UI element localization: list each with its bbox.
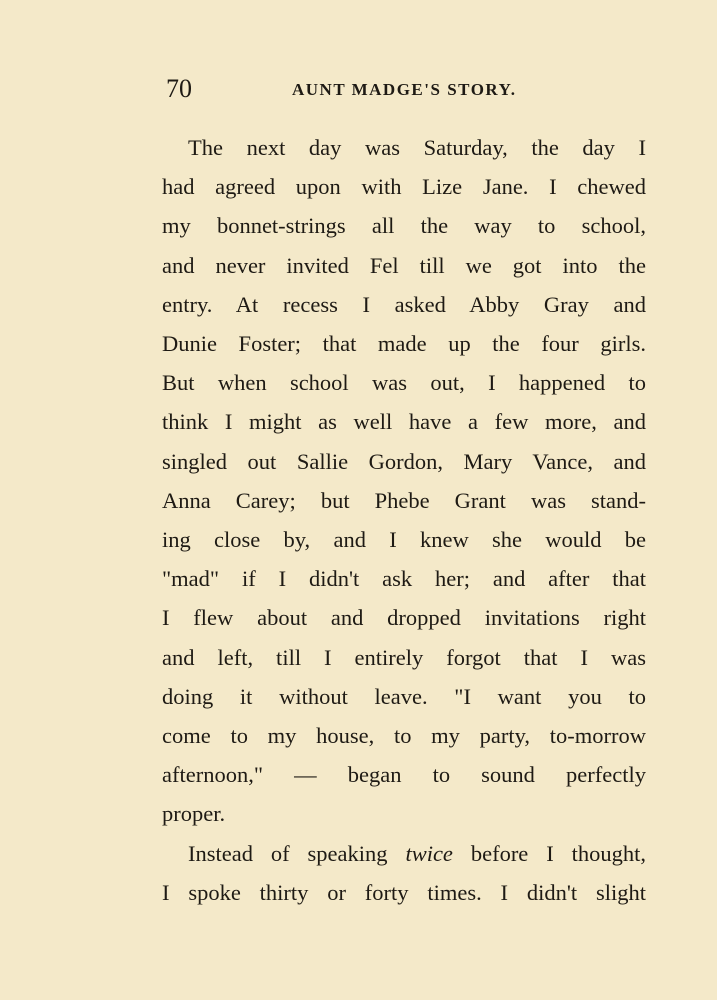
emphasis-text: twice — [405, 840, 453, 866]
paragraph-2 — [162, 834, 646, 912]
text-line: The next day was Saturday, the day I — [188, 135, 646, 160]
running-head — [162, 72, 649, 112]
text-run: Instead of speaking — [188, 840, 406, 866]
running-title: AUNT MADGE'S STORY. — [292, 80, 517, 99]
text-line: my bonnet-strings all the way to school, — [162, 213, 646, 239]
text-line: ing close by, and I knew she would be — [162, 527, 646, 553]
text-line: entry. At recess I asked Abby Gray and — [162, 291, 646, 317]
text-line: come to my house, to my party, to-morrow — [162, 723, 646, 749]
text-line: proper. — [162, 801, 226, 827]
text-line: But when school was out, I happened to — [162, 370, 646, 396]
paragraph-1 — [162, 128, 646, 834]
text-line: singled out Sallie Gordon, Mary Vance, and — [162, 448, 646, 474]
text-line: doing it without leave. "I want you to — [162, 683, 646, 709]
text-line: afternoon," — began to sound perfectly — [162, 762, 646, 788]
text-line: had agreed upon with Lize Jane. I chewed — [162, 174, 646, 200]
text-line: and never invited Fel till we got into the — [162, 252, 646, 278]
text-line: "mad" if I didn't ask her; and after that — [162, 566, 646, 592]
text-line: I spoke thirty or forty times. I didn't slight — [162, 879, 646, 905]
text-line: and left, till I entirely forgot that I was — [162, 644, 646, 670]
text-line: I flew about and dropped invitations right — [162, 605, 646, 631]
text-line: Dunie Foster; that made up the four girls. — [162, 331, 646, 357]
text-line: think I might as well have a few more, and — [162, 409, 646, 435]
body-text — [162, 128, 646, 912]
text-line — [162, 834, 646, 873]
text-run: before I thought, — [452, 840, 646, 866]
page-number: 70 — [166, 74, 192, 103]
text-line: Anna Carey; but Phebe Grant was stand- — [162, 487, 646, 513]
